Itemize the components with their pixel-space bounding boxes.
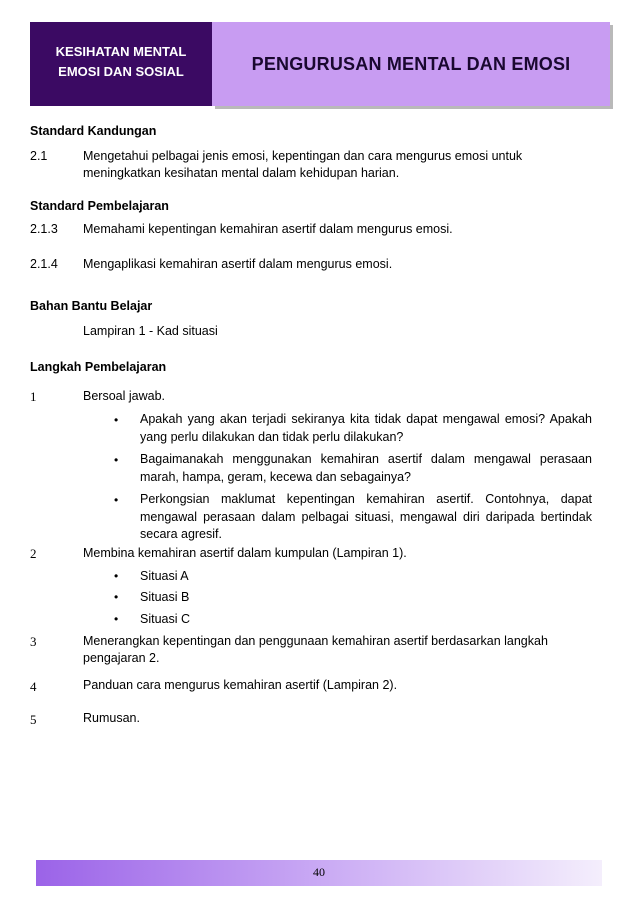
list-item: Situasi C: [140, 612, 191, 626]
langkah-heading: Langkah Pembelajaran: [30, 360, 167, 374]
page-number: 40: [313, 865, 325, 879]
standard-pembelajaran-heading: Standard Pembelajaran: [30, 199, 169, 213]
list-item: Apakah yang akan terjadi sekiranya kita tidak dapat mengawal emosi? Apakah yang perlu dilakukan dan tidak perlu dilakukan?: [140, 412, 592, 444]
page-title: PENGURUSAN MENTAL DAN EMOSI: [212, 22, 610, 106]
sp-item-text: Mengaplikasi kemahiran asertif dalam mengurus emosi.: [83, 257, 393, 271]
page-header: [30, 22, 610, 106]
bahan-item: Lampiran 1 - Kad situasi: [83, 324, 218, 338]
list-item: Situasi A: [140, 569, 189, 583]
step-number: 3: [30, 634, 37, 649]
subject-label: [30, 22, 212, 106]
step-text: Panduan cara mengurus kemahiran asertif (Lampiran 2).: [83, 678, 398, 692]
bahan-heading: Bahan Bantu Belajar: [30, 299, 153, 313]
sp-item-number: 2.1.3: [30, 222, 58, 236]
step-text: Membina kemahiran asertif dalam kumpulan (Lampiran 1).: [83, 546, 407, 560]
standard-kandungan-text: Mengetahui pelbagai jenis emosi, kepentingan dan cara mengurus emosi untuk meningkatkan kesihatan mental dalam kehidupan harian.: [83, 149, 523, 180]
step-number: 5: [30, 712, 37, 727]
bullet-icon: •: [114, 612, 119, 626]
bullet-icon: •: [114, 590, 119, 604]
list-item: Situasi B: [140, 590, 190, 604]
sp-item-text: Memahami kepentingan kemahiran asertif dalam mengurus emosi.: [83, 222, 453, 236]
standard-kandungan-heading: Standard Kandungan: [30, 124, 157, 138]
list-item: Bagaimanakah menggunakan kemahiran asertif dalam mengawal perasaan marah, hampa, geram, kecewa dan sebagainya?: [140, 452, 592, 484]
bullet-icon: •: [114, 453, 119, 467]
standard-kandungan-number: 2.1: [30, 149, 48, 163]
subject-label-line2: EMOSI DAN SOSIAL: [58, 64, 184, 79]
bullet-icon: •: [114, 493, 119, 507]
step-number: 1: [30, 389, 37, 404]
page-footer: [36, 860, 602, 886]
subject-label-line1: KESIHATAN MENTAL: [55, 44, 187, 59]
step-text: Menerangkan kepentingan dan penggunaan kemahiran asertif berdasarkan langkah pengajaran 2.: [83, 634, 548, 665]
list-item: Perkongsian maklumat kepentingan kemahiran asertif. Contohnya, dapat mengawal perasaan dalam pelbagai situasi, mengawal diri daripada bertindak secara agresif.: [140, 492, 592, 541]
step-number: 4: [30, 679, 37, 694]
step-number: 2: [30, 546, 37, 561]
step-text: Rumusan.: [83, 711, 140, 725]
sp-item-number: 2.1.4: [30, 257, 58, 271]
bullet-icon: •: [114, 413, 119, 427]
bullet-icon: •: [114, 569, 119, 583]
step-text: Bersoal jawab.: [83, 389, 165, 403]
